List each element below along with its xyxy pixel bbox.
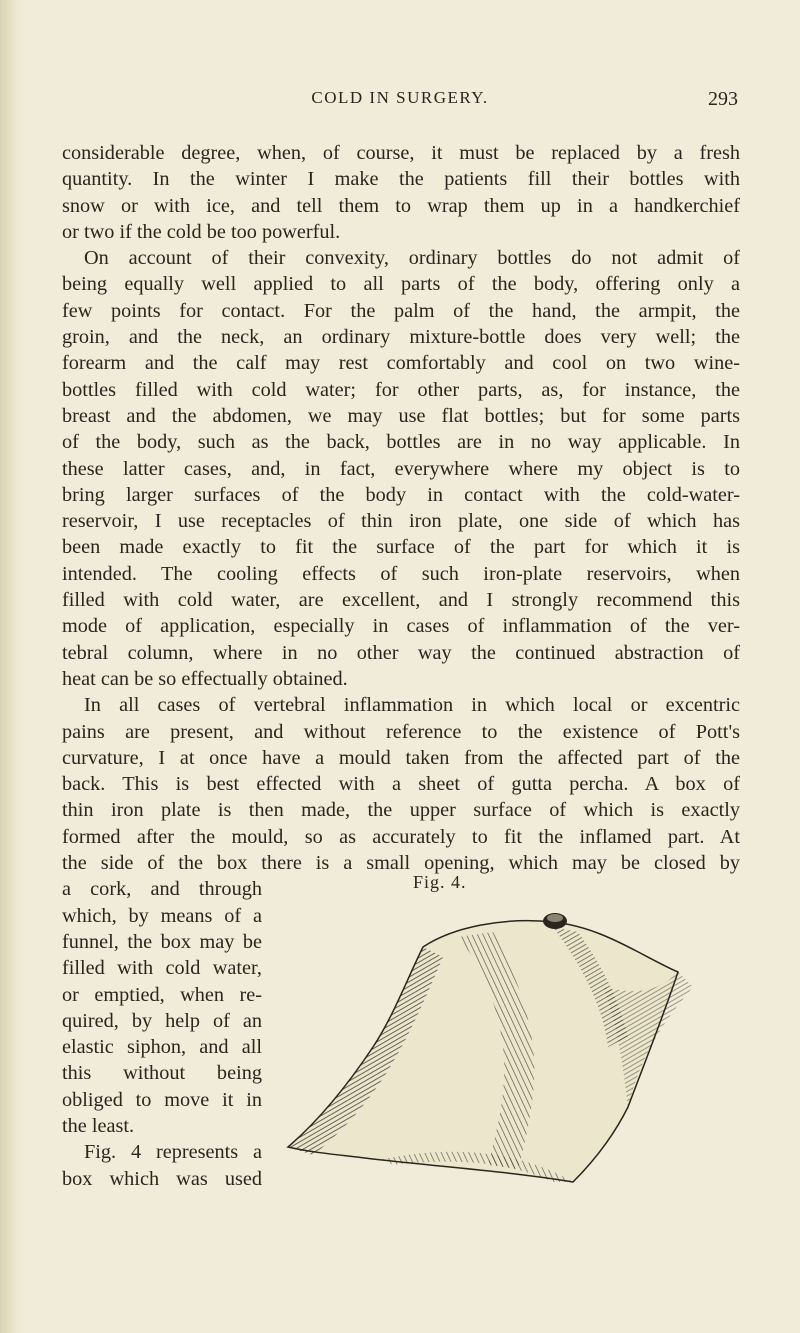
text-line: obliged to move it in xyxy=(62,1088,262,1111)
text-line: reservoir, I use receptacles of thin iron plate, one side of which has xyxy=(62,510,740,533)
figure-caption: Fig. 4. xyxy=(413,872,467,892)
text-line: filled with cold water, xyxy=(62,957,262,980)
text-line: curvature, I at once have a mould taken from the affected part of the xyxy=(62,746,740,769)
text-line: a cork, and through xyxy=(62,878,262,901)
text-line: quired, by help of an xyxy=(62,1009,262,1032)
text-line: back. This is best effected with a sheet of gutta percha. A box of xyxy=(62,773,740,796)
text-line: bring larger surfaces of the body in contact with the cold-water- xyxy=(62,483,740,506)
text-line: In all cases of vertebral inflammation in which local or excentric xyxy=(84,694,740,717)
text-line: thin iron plate is then made, the upper surface of which is exactly xyxy=(62,799,740,822)
text-line: pains are present, and without reference to the existence of Pott's xyxy=(62,720,740,743)
text-line: intended. The cooling effects of such iron-plate reservoirs, when xyxy=(62,562,740,585)
text-line: mode of application, especially in cases of inflammation of the ver- xyxy=(62,615,740,638)
page-edge-shadow xyxy=(0,0,22,1333)
text-line: groin, and the neck, an ordinary mixture-bottle does very well; the xyxy=(62,326,740,349)
text-line: forearm and the calf may rest comfortably and cool on two wine- xyxy=(62,352,740,375)
text-line: box which was used xyxy=(62,1167,262,1190)
wrapped-text-column xyxy=(62,876,262,1192)
text-line: heat can be so effectually obtained. xyxy=(62,667,348,690)
text-line: filled with cold water, are excellent, and I strongly recommend this xyxy=(62,589,740,612)
text-line: or emptied, when re- xyxy=(62,983,262,1006)
text-line: which, by means of a xyxy=(62,904,262,927)
text-line: few points for contact. For the palm of the hand, the armpit, the xyxy=(62,299,740,322)
text-line: these latter cases, and, in fact, everywhere where my object is to xyxy=(62,457,740,480)
running-head: COLD IN SURGERY. xyxy=(311,88,489,107)
figure-4 xyxy=(283,872,753,1192)
text-line: of the body, such as the back, bottles are in no way applicable. In xyxy=(62,431,740,454)
text-line: On account of their convexity, ordinary bottles do not admit of xyxy=(84,247,740,270)
page-header xyxy=(0,88,800,112)
text-line: or two if the cold be too powerful. xyxy=(62,220,341,243)
text-line: being equally well applied to all parts of the body, offering only a xyxy=(62,273,740,296)
text-line: quantity. In the winter I make the patients fill their bottles with xyxy=(62,168,740,191)
text-line: bottles filled with cold water; for other parts, as, for instance, the xyxy=(62,378,740,401)
text-line: breast and the abdomen, we may use flat bottles; but for some parts xyxy=(62,404,740,427)
text-line: this without being xyxy=(62,1062,262,1085)
iron-plate-box-illustration xyxy=(283,897,753,1187)
text-line: considerable degree, when, of course, it must be replaced by a fresh xyxy=(62,142,740,164)
text-line: the side of the box there is a small opening, which may be closed by xyxy=(62,852,740,875)
text-line: formed after the mould, so as accurately to fit the inflamed part. At xyxy=(62,825,740,848)
text-line: Fig. 4 represents a xyxy=(84,1141,262,1164)
text-line: tebral column, where in no other way the continued abstraction of xyxy=(62,641,740,664)
text-line: snow or with ice, and tell them to wrap them up in a handkerchief xyxy=(62,194,740,217)
text-line: funnel, the box may be xyxy=(62,930,262,953)
page-number: 293 xyxy=(708,88,738,110)
text-line: been made exactly to fit the surface of the part for which it is xyxy=(62,536,740,559)
text-line: the least. xyxy=(62,1114,135,1137)
text-line: elastic siphon, and all xyxy=(62,1036,262,1059)
